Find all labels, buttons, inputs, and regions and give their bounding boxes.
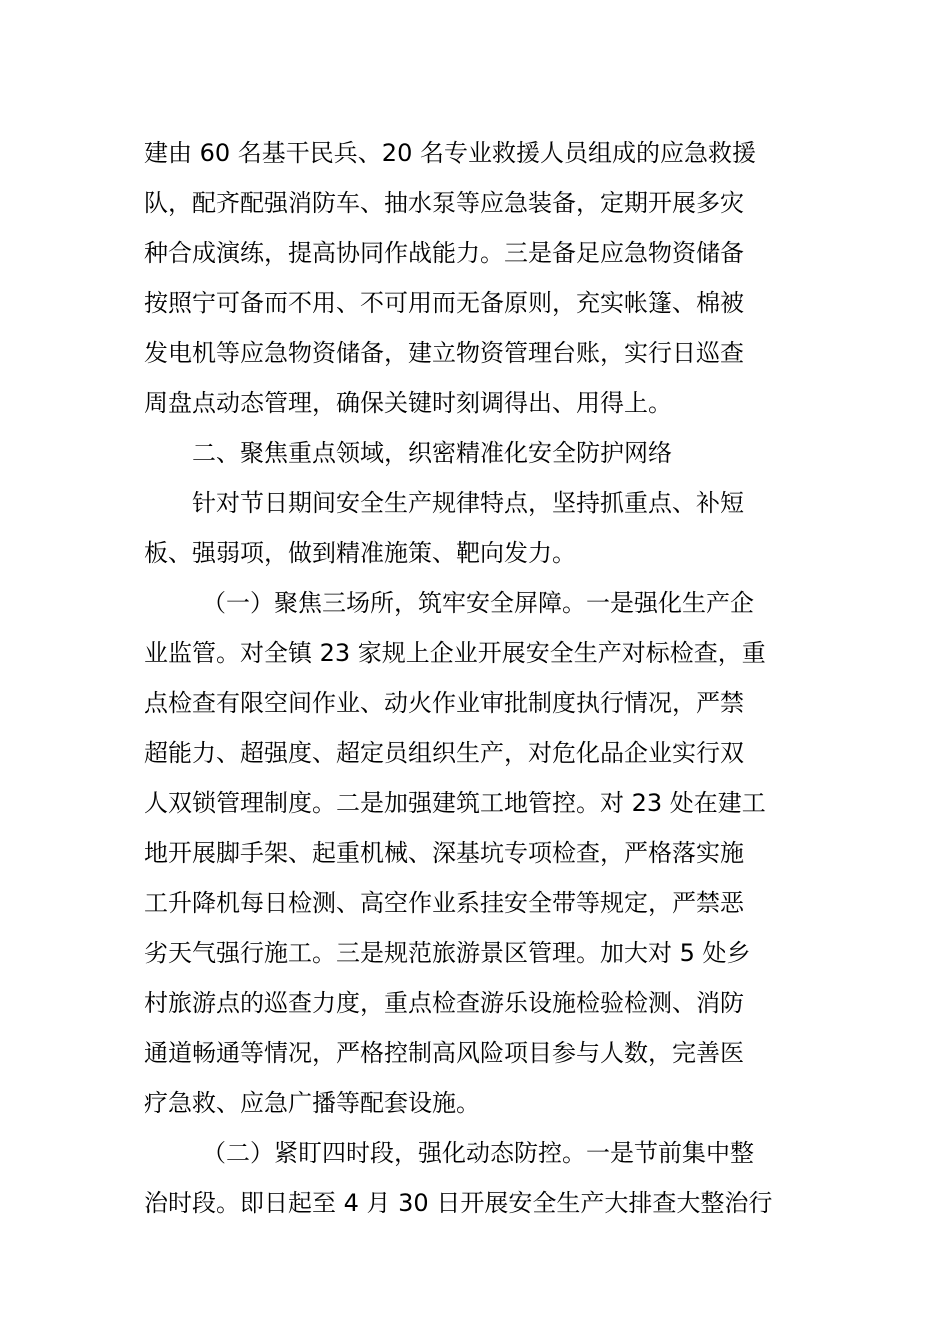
text-line: 地开展脚手架、起重机械、深基坑专项检查，严格落实施 — [144, 839, 744, 867]
body-text — [144, 128, 808, 1228]
text-line: 村旅游点的巡查力度，重点检查游乐设施检验检测、消防 — [144, 989, 744, 1017]
text-line: 建由 60 名基干民兵、20 名专业救援人员组成的应急救援 — [144, 139, 756, 167]
text-line: 超能力、超强度、超定员组织生产，对危化品企业实行双 — [144, 739, 744, 767]
text-line: 板、强弱项，做到精准施策、靶向发力。 — [144, 539, 576, 567]
text-line: 疗急救、应急广播等配套设施。 — [144, 1089, 480, 1117]
text-line: 劣天气强行施工。三是规范旅游景区管理。加大对 5 处乡 — [144, 939, 751, 967]
text-line: 周盘点动态管理，确保关键时刻调得出、用得上。 — [144, 389, 672, 417]
text-line: 通道畅通等情况，严格控制高风险项目参与人数，完善医 — [144, 1039, 744, 1067]
text-line: 发电机等应急物资储备，建立物资管理台账，实行日巡查 — [144, 339, 744, 367]
text-line: 工升降机每日检测、高空作业系挂安全带等规定，严禁恶 — [144, 889, 744, 917]
subsection-line: （二）紧盯四时段，强化动态防控。一是节前集中整 — [202, 1139, 754, 1167]
text-line: 人双锁管理制度。二是加强建筑工地管控。对 23 处在建工 — [144, 789, 766, 817]
text-line: 点检查有限空间作业、动火作业审批制度执行情况，严禁 — [144, 689, 744, 717]
section-heading: 二、聚焦重点领域，织密精准化安全防护网络 — [192, 439, 672, 467]
subsection-line: （一）聚焦三场所，筑牢安全屏障。一是强化生产企 — [202, 589, 754, 617]
text-line: 种合成演练，提高协同作战能力。三是备足应急物资储备 — [144, 239, 744, 267]
text-line: 按照宁可备而不用、不可用而无备原则，充实帐篷、棉被 — [144, 289, 744, 317]
text-line: 业监管。对全镇 23 家规上企业开展安全生产对标检查，重 — [144, 639, 766, 667]
text-line: 针对节日期间安全生产规律特点，坚持抓重点、补短 — [192, 489, 744, 517]
text-line: 队，配齐配强消防车、抽水泵等应急装备，定期开展多灾 — [144, 189, 744, 217]
text-line: 治时段。即日起至 4 月 30 日开展安全生产大排查大整治行 — [144, 1189, 773, 1217]
